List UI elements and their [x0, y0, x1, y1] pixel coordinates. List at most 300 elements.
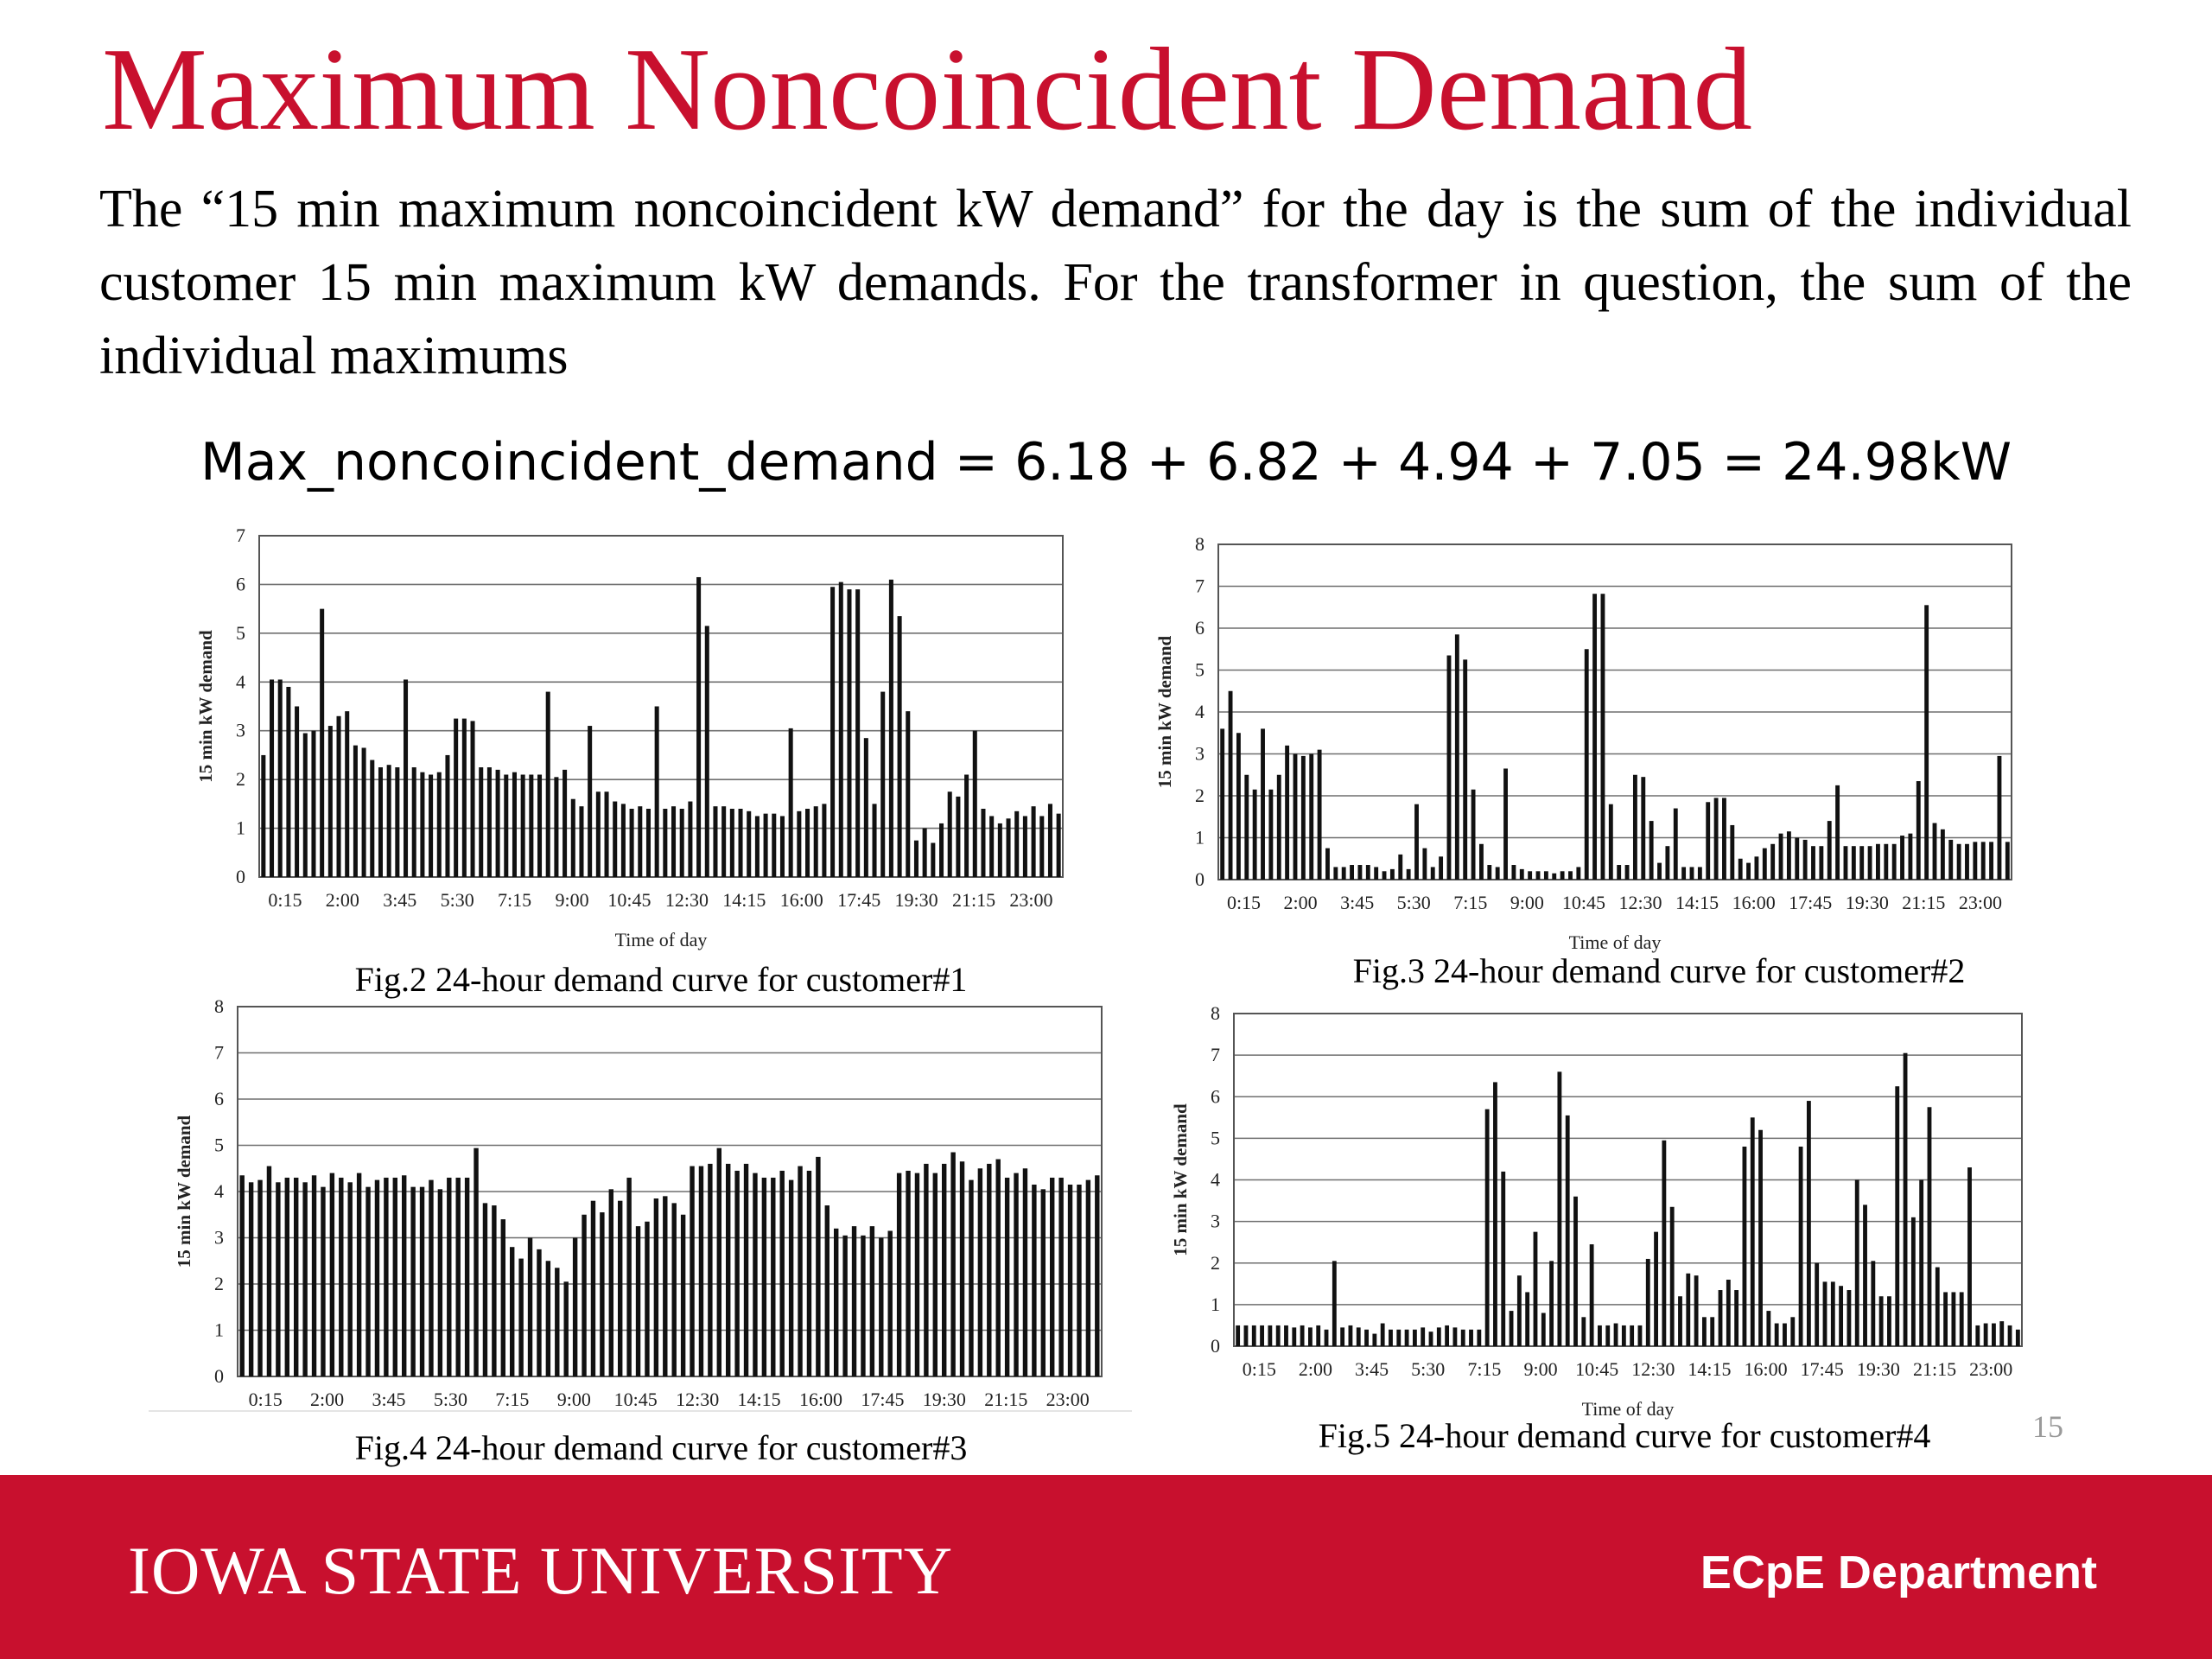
bar [688, 802, 692, 877]
y-tick-label: 2 [236, 768, 245, 791]
bar [870, 1226, 874, 1376]
bar [847, 589, 851, 877]
bar [1984, 1324, 1988, 1346]
x-tick-label: 7:15 [1453, 892, 1488, 913]
bar [1908, 834, 1912, 880]
bar [1244, 1325, 1249, 1346]
y-tick-label: 4 [236, 671, 245, 693]
x-tick-label: 19:30 [894, 889, 938, 911]
bar [1350, 865, 1354, 880]
bar [1414, 804, 1419, 880]
bar [1471, 790, 1476, 880]
bar [270, 679, 274, 877]
bar [1381, 1324, 1385, 1346]
bar [579, 806, 583, 877]
bar [571, 799, 575, 877]
bar [312, 1175, 316, 1376]
bar [672, 1203, 677, 1376]
bar [789, 728, 793, 877]
bar [814, 806, 818, 877]
bar [1077, 1185, 1081, 1376]
bar [1690, 867, 1694, 880]
x-tick-label: 7:15 [495, 1389, 530, 1410]
bar [518, 1259, 523, 1376]
bar [780, 816, 785, 877]
bar [1758, 1130, 1763, 1346]
y-tick-label: 8 [214, 995, 224, 1017]
bar [438, 1189, 442, 1376]
bar [1646, 1259, 1650, 1346]
bar [487, 767, 492, 877]
bar [1941, 830, 1945, 880]
x-tick-label: 12:30 [1631, 1358, 1675, 1380]
bar [1585, 649, 1589, 880]
bar [1396, 1330, 1401, 1346]
bar [437, 772, 442, 877]
bar [879, 1238, 883, 1377]
bar [546, 692, 550, 877]
x-tick-label: 7:15 [1467, 1358, 1502, 1380]
bar [996, 1160, 1001, 1376]
x-tick-label: 19:30 [922, 1389, 966, 1410]
caption-fig2: Fig.2 24-hour demand curve for customer#1 [354, 960, 968, 999]
bar [1493, 1082, 1497, 1346]
x-tick-label: 0:15 [1242, 1358, 1276, 1380]
bar [1702, 1317, 1707, 1346]
bar [1568, 871, 1573, 880]
x-tick-label: 19:30 [1856, 1358, 1900, 1380]
bar [454, 719, 458, 877]
bar [420, 772, 424, 877]
bar [591, 1201, 595, 1376]
bar [1746, 863, 1751, 880]
y-axis-label: 15 min kW demand [1170, 1103, 1191, 1256]
bar [969, 1180, 973, 1376]
bar [690, 1166, 694, 1376]
y-axis-label: 15 min kW demand [195, 630, 216, 783]
bar [1681, 867, 1686, 880]
bar [1276, 1325, 1281, 1346]
bar [395, 767, 399, 877]
bar [950, 1153, 955, 1376]
bar [1719, 1290, 1723, 1346]
bar [1437, 1327, 1441, 1346]
y-tick-label: 8 [1211, 1002, 1220, 1024]
x-tick-label: 14:15 [722, 889, 766, 911]
y-tick-label: 5 [1211, 1127, 1220, 1149]
bar [1714, 798, 1719, 880]
bar [964, 775, 969, 878]
bar [1630, 1325, 1634, 1346]
bar [1694, 1275, 1699, 1346]
bar [1461, 1330, 1465, 1346]
bar [1965, 844, 1969, 880]
bar [721, 806, 726, 877]
bar [1014, 811, 1019, 877]
bar [1398, 855, 1402, 880]
bar [1957, 844, 1961, 880]
bar [1487, 865, 1491, 880]
bar [2016, 1330, 2020, 1346]
bar [1014, 1173, 1018, 1376]
bar [496, 770, 500, 877]
bar [789, 1180, 793, 1376]
bar [1844, 846, 1848, 880]
bar [1973, 842, 1977, 880]
bar [479, 767, 483, 877]
bar [914, 841, 918, 877]
bar [880, 692, 885, 877]
bar [1823, 1281, 1827, 1346]
bar [1301, 756, 1306, 880]
x-tick-label: 14:15 [737, 1389, 781, 1410]
bar [588, 726, 592, 877]
caption-fig5: Fig.5 24-hour demand curve for customer#4 [1318, 1416, 1931, 1455]
bar [888, 1230, 893, 1376]
bar [960, 1161, 964, 1376]
bar [1868, 846, 1872, 880]
bar [294, 1178, 298, 1376]
bar [726, 1164, 730, 1376]
bar [1887, 1296, 1891, 1346]
bar [989, 816, 994, 877]
bar [1678, 1296, 1682, 1346]
bar [825, 1205, 830, 1376]
x-tick-label: 12:30 [1618, 892, 1662, 913]
bar [1614, 1324, 1618, 1346]
bar [626, 1178, 631, 1376]
bar [681, 1215, 685, 1376]
bar [1641, 777, 1645, 880]
bar [618, 1201, 622, 1376]
bar [755, 816, 760, 877]
bar [621, 804, 626, 877]
bar [734, 1171, 739, 1376]
bar [1779, 834, 1783, 880]
bar [696, 577, 701, 877]
x-tick-label: 9:00 [555, 889, 589, 911]
bar [554, 777, 558, 877]
bar [1253, 790, 1257, 880]
bar [1389, 1330, 1393, 1346]
bar [1477, 1330, 1481, 1346]
bar [1803, 840, 1808, 880]
bar [1332, 1261, 1337, 1346]
bar [636, 1226, 640, 1376]
bar [276, 1182, 280, 1376]
y-axis-label: 15 min kW demand [1154, 635, 1175, 789]
bar [1581, 1317, 1586, 1346]
bar [1831, 1281, 1835, 1346]
bar [646, 809, 651, 877]
bar [339, 1178, 343, 1376]
bar [1859, 846, 1864, 880]
bar [915, 1173, 919, 1376]
bar [717, 1148, 721, 1376]
x-tick-label: 17:45 [837, 889, 881, 911]
bar [1549, 1261, 1554, 1346]
y-tick-label: 6 [214, 1088, 224, 1109]
x-tick-label: 21:15 [1912, 1358, 1957, 1380]
bar [1924, 605, 1929, 880]
bar [1058, 1178, 1063, 1376]
bar [852, 1226, 856, 1376]
bar [931, 843, 935, 878]
bar [1815, 1263, 1819, 1346]
bar [1469, 1330, 1473, 1346]
bar [1989, 842, 1993, 880]
y-tick-label: 2 [1195, 785, 1205, 806]
bar [1622, 1325, 1626, 1346]
bar [1601, 594, 1605, 880]
bar [1517, 1275, 1522, 1346]
bar [1068, 1185, 1072, 1376]
x-tick-label: 0:15 [268, 889, 302, 911]
bar [1349, 1325, 1353, 1346]
equation: Max_noncoincident_demand = 6.18 + 6.82 + 4.94 + 7.05 = 24.98kW [200, 432, 2012, 493]
bar [873, 804, 877, 877]
bar [1525, 1292, 1529, 1346]
bar [764, 814, 768, 877]
y-tick-label: 7 [1211, 1044, 1220, 1066]
y-tick-label: 4 [1195, 701, 1205, 722]
bar [1333, 867, 1338, 880]
bar [345, 711, 349, 877]
x-tick-label: 21:15 [951, 889, 996, 911]
bar [1422, 849, 1427, 880]
y-tick-label: 1 [236, 817, 245, 839]
bar [393, 1178, 397, 1376]
bar [1407, 869, 1411, 880]
bar [1566, 1116, 1570, 1346]
bar [1674, 809, 1678, 880]
y-axis-label: 15 min kW demand [174, 1115, 194, 1268]
bar [582, 1215, 586, 1376]
bar [387, 765, 391, 877]
bar [605, 791, 609, 877]
y-tick-label: 4 [1211, 1168, 1220, 1191]
bar [1943, 1292, 1948, 1346]
y-tick-label: 7 [236, 524, 245, 546]
bar [501, 1219, 505, 1376]
bar [510, 1247, 514, 1376]
bar [1294, 754, 1298, 880]
bar [362, 747, 366, 877]
bar [730, 809, 734, 877]
bar [546, 1261, 550, 1376]
x-tick-label: 21:15 [1902, 892, 1946, 913]
bar [1342, 867, 1346, 880]
bar [1998, 756, 2002, 880]
bar [330, 1173, 334, 1376]
bar [739, 809, 743, 877]
y-tick-label: 3 [236, 719, 245, 741]
x-tick-label: 2:00 [310, 1389, 345, 1410]
bar [1847, 1290, 1851, 1346]
x-tick-label: 16:00 [1744, 1358, 1788, 1380]
bar [655, 707, 659, 878]
bar [1252, 1325, 1256, 1346]
bar [1722, 798, 1726, 880]
x-tick-label: 2:00 [1283, 892, 1318, 913]
bar [1284, 1325, 1288, 1346]
x-tick-label: 14:15 [1688, 1358, 1732, 1380]
chart-customer-2 [1149, 533, 2039, 959]
bar [1534, 1232, 1538, 1346]
bar [1807, 1101, 1811, 1346]
bar [370, 760, 374, 877]
slide-body-text: The “15 min maximum noncoincident kW demand” for the day is the sum of the individual customer 15 min maximum kW demands. For the transformer in question, the sum of the individual maximums [99, 180, 2132, 385]
bar [1023, 816, 1027, 877]
bar [1754, 856, 1758, 880]
bar [1260, 1325, 1264, 1346]
bar [1023, 1168, 1027, 1376]
bar [713, 806, 717, 877]
caption-fig3: Fig.3 24-hour demand curve for customer#2 [1352, 951, 1966, 990]
bar [321, 1187, 325, 1376]
bar [278, 679, 283, 877]
bar [1501, 1172, 1505, 1346]
bar [295, 707, 299, 878]
bar [1936, 1268, 1940, 1346]
bar [1229, 691, 1233, 880]
bar [680, 809, 684, 877]
bar [412, 767, 416, 877]
bar [1300, 1325, 1305, 1346]
bar [261, 755, 265, 877]
bar [1366, 865, 1370, 880]
x-axis-label: Time of day [614, 929, 708, 950]
bar [240, 1175, 245, 1376]
x-tick-label: 10:45 [1575, 1358, 1619, 1380]
y-tick-label: 8 [1195, 533, 1205, 555]
bar [1617, 865, 1621, 880]
bar [249, 1182, 253, 1376]
bar [1325, 849, 1330, 880]
bar [320, 609, 324, 877]
bar [1220, 728, 1224, 880]
bar [1316, 1325, 1320, 1346]
y-tick-label: 6 [236, 573, 245, 595]
bar [1633, 775, 1637, 880]
bar [456, 1178, 461, 1376]
bar [663, 809, 667, 877]
bar [1884, 844, 1888, 880]
bar [2008, 1325, 2012, 1346]
bar [864, 738, 868, 877]
x-tick-label: 2:00 [1298, 1358, 1333, 1380]
bar [822, 804, 826, 877]
bar [596, 791, 601, 877]
bar [805, 809, 810, 877]
x-tick-label: 5:30 [440, 889, 474, 911]
bar [285, 1178, 289, 1376]
bar [797, 811, 801, 877]
bar [1485, 1109, 1490, 1346]
bar [1050, 1178, 1054, 1376]
bar [1544, 871, 1548, 880]
bar [816, 1157, 820, 1376]
bar [1662, 1141, 1666, 1346]
bar [933, 1173, 938, 1376]
bar [512, 772, 517, 877]
bar [645, 1222, 649, 1376]
bar [2005, 842, 2010, 880]
x-tick-label: 9:00 [556, 1389, 591, 1410]
slide-title: Maximum Noncoincident Demand [102, 23, 1752, 155]
bar [708, 1164, 712, 1376]
bar [1900, 836, 1904, 880]
bar [600, 1212, 604, 1376]
x-tick-label: 23:00 [1969, 1358, 2013, 1380]
bar [1576, 867, 1580, 880]
bar [1357, 865, 1362, 880]
y-tick-label: 0 [1195, 868, 1205, 890]
x-tick-label: 16:00 [1732, 892, 1776, 913]
divider-line [149, 1410, 1132, 1412]
y-tick-label: 3 [1211, 1210, 1220, 1232]
bar [1933, 823, 1937, 880]
bar [948, 791, 952, 877]
bar [410, 1187, 415, 1376]
x-tick-label: 3:45 [1355, 1358, 1389, 1380]
bar [1763, 849, 1767, 880]
x-tick-label: 17:45 [1800, 1358, 1844, 1380]
bar [1048, 804, 1052, 877]
caption-fig4: Fig.4 24-hour demand curve for customer#3 [354, 1428, 968, 1467]
bar [1904, 1053, 1908, 1346]
x-axis-label: Time of day [1581, 1398, 1675, 1420]
bar [1372, 1334, 1376, 1346]
bar [1827, 821, 1832, 880]
bar [1520, 869, 1524, 880]
bar [1039, 816, 1044, 877]
bar [1852, 846, 1856, 880]
bar [1447, 656, 1452, 880]
bar [897, 1173, 901, 1376]
bar [1738, 859, 1743, 880]
bar [1605, 1325, 1610, 1346]
bar [311, 731, 315, 877]
bar [429, 1180, 433, 1376]
bar [1503, 768, 1508, 880]
bar [1706, 802, 1710, 880]
bar [1510, 1311, 1514, 1346]
bar [1649, 821, 1654, 880]
bar [663, 1196, 667, 1376]
bar [445, 755, 449, 877]
bar [375, 1180, 379, 1376]
bar [1032, 806, 1036, 877]
bar [1095, 1175, 1099, 1376]
x-tick-label: 2:00 [325, 889, 359, 911]
bar [1592, 594, 1597, 880]
bar [1479, 844, 1484, 880]
bar [420, 1187, 424, 1376]
bar [1654, 1232, 1658, 1346]
bar [537, 775, 542, 878]
bar [973, 731, 977, 877]
bar [699, 1166, 703, 1376]
bar [906, 1171, 910, 1376]
y-tick-label: 7 [1195, 575, 1205, 597]
x-tick-label: 3:45 [372, 1389, 406, 1410]
bar [898, 616, 902, 877]
bar [780, 1171, 785, 1376]
x-tick-label: 12:30 [676, 1389, 720, 1410]
bar [1057, 814, 1061, 877]
bar [1382, 871, 1387, 880]
